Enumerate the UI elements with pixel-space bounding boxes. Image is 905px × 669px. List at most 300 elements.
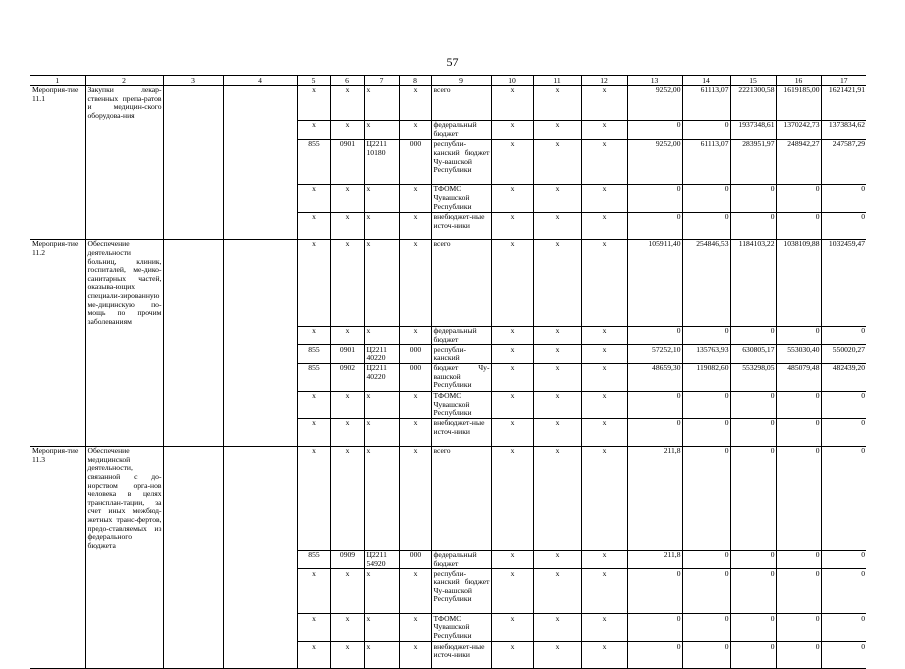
col11-cell: x	[533, 86, 581, 121]
col16-value-cell: 485079,48	[776, 363, 821, 391]
col12-cell: x	[581, 569, 627, 614]
kbk-gr-cell: x	[297, 569, 330, 614]
empty-cell	[223, 213, 297, 240]
table-row	[30, 391, 866, 418]
table-row	[30, 121, 866, 140]
col15-value-cell: 1184103,22	[730, 240, 776, 327]
kbk-csr-cell: x	[364, 240, 399, 327]
col12-cell: x	[581, 86, 627, 121]
kbk-csr-cell: x	[364, 391, 399, 418]
col10-cell: x	[491, 418, 533, 446]
col12-cell: x	[581, 418, 627, 446]
kbk-rz-cell: x	[330, 614, 364, 642]
kbk-csr-cell: Ц2211 54920	[364, 550, 399, 568]
col10-cell: x	[491, 326, 533, 344]
measure-spacer-cell	[85, 213, 163, 240]
kbk-vr-cell: x	[399, 213, 431, 240]
col16-value-cell: 0	[776, 569, 821, 614]
kbk-csr-cell: x	[364, 121, 399, 140]
col15-value-cell: 0	[730, 326, 776, 344]
col11-cell: x	[533, 121, 581, 140]
column-number: 11	[533, 76, 581, 86]
funding-source-cell: ТФОМС Чувашской Республики	[431, 185, 491, 213]
col16-value-cell: 0	[776, 642, 821, 669]
kbk-gr-cell: x	[297, 86, 330, 121]
kbk-vr-cell: 000	[399, 140, 431, 185]
kbk-gr-cell: 855	[297, 363, 330, 391]
measure-name-cell: Закупки лекар-ственных препа-ратов и медицин-ского оборудова-ния	[85, 86, 163, 121]
measure-spacer-cell	[30, 418, 85, 446]
kbk-rz-cell: 0901	[330, 140, 364, 185]
col12-cell: x	[581, 642, 627, 669]
col13-value-cell: 48659,30	[627, 363, 682, 391]
kbk-rz-cell: x	[330, 391, 364, 418]
col15-value-cell: 630805,17	[730, 345, 776, 363]
kbk-csr-cell: x	[364, 418, 399, 446]
col17-value-cell: 247587,29	[821, 140, 866, 185]
col16-value-cell: 0	[776, 550, 821, 568]
col12-cell: x	[581, 326, 627, 344]
column-number: 8	[399, 76, 431, 86]
measure-number-cell: Мероприя-тие 11.1	[32, 85, 79, 103]
kbk-gr-cell: x	[297, 240, 330, 327]
col11-cell: x	[533, 240, 581, 327]
measure-spacer-cell	[30, 642, 85, 669]
measure-spacer-cell	[30, 326, 85, 344]
measure-spacer-cell	[85, 642, 163, 669]
col17-value-cell: 1621421,91	[821, 86, 866, 121]
measure-spacer-cell	[30, 569, 85, 614]
col13-value-cell: 9252,00	[627, 86, 682, 121]
col10-cell: x	[491, 391, 533, 418]
empty-cell	[223, 86, 297, 121]
table-row	[30, 614, 866, 642]
col14-value-cell: 135763,93	[682, 345, 730, 363]
kbk-csr-cell: x	[364, 185, 399, 213]
funding-source-cell: республи-канский	[431, 345, 491, 363]
measure-spacer-cell	[85, 121, 163, 140]
kbk-csr-cell: x	[364, 213, 399, 240]
empty-cell	[163, 345, 223, 363]
col10-cell: x	[491, 121, 533, 140]
col12-cell: x	[581, 185, 627, 213]
col10-cell: x	[491, 363, 533, 391]
kbk-gr-cell: 855	[297, 140, 330, 185]
col15-value-cell: 0	[730, 569, 776, 614]
funding-source-cell: всего	[431, 86, 491, 121]
col16-value-cell: 0	[776, 446, 821, 550]
col16-value-cell: 1370242,73	[776, 121, 821, 140]
measure-name-cell: Обеспечение деятельности больниц, клиник, госпиталей, ме-дико-санитарных частей, оказыва-ющих специали-зированную ме-дицинскую по-мощь по прочим заболеваниям	[85, 240, 163, 327]
table-row	[30, 86, 866, 121]
empty-cell	[223, 391, 297, 418]
col17-value-cell: 0	[821, 642, 866, 669]
kbk-vr-cell: x	[399, 614, 431, 642]
col10-cell: x	[491, 185, 533, 213]
kbk-rz-cell: x	[330, 121, 364, 140]
col14-value-cell: 0	[682, 418, 730, 446]
col12-cell: x	[581, 550, 627, 568]
kbk-gr-cell: x	[297, 418, 330, 446]
funding-source-cell: внебюджет-ные источ-ники	[431, 418, 491, 446]
col10-cell: x	[491, 240, 533, 327]
measure-spacer-cell	[85, 418, 163, 446]
kbk-vr-cell: x	[399, 418, 431, 446]
table-row	[30, 140, 866, 185]
kbk-rz-cell: x	[330, 326, 364, 344]
column-number: 6	[330, 76, 364, 86]
measure-spacer-cell	[30, 391, 85, 418]
empty-cell	[223, 140, 297, 185]
col13-value-cell: 211,8	[627, 550, 682, 568]
kbk-gr-cell: x	[297, 326, 330, 344]
col13-value-cell: 0	[627, 391, 682, 418]
kbk-rz-cell: x	[330, 569, 364, 614]
col17-value-cell: 0	[821, 550, 866, 568]
col13-value-cell: 0	[627, 642, 682, 669]
col16-value-cell: 0	[776, 185, 821, 213]
col10-cell: x	[491, 550, 533, 568]
measure-spacer-cell	[85, 185, 163, 213]
empty-cell	[163, 569, 223, 614]
col16-value-cell: 553030,40	[776, 345, 821, 363]
kbk-csr-cell: x	[364, 569, 399, 614]
col15-value-cell: 0	[730, 185, 776, 213]
col11-cell: x	[533, 345, 581, 363]
col16-value-cell: 0	[776, 326, 821, 344]
measure-number-cell: Мероприя-тие 11.3	[32, 446, 79, 464]
col12-cell: x	[581, 240, 627, 327]
col10-cell: x	[491, 86, 533, 121]
kbk-rz-cell: x	[330, 642, 364, 669]
col11-cell: x	[533, 391, 581, 418]
measure-spacer-cell	[30, 213, 85, 240]
kbk-rz-cell: x	[330, 185, 364, 213]
col11-cell: x	[533, 326, 581, 344]
funding-source-cell: республи-канский бюджет Чу-вашской Республики	[431, 140, 491, 185]
col14-value-cell: 0	[682, 121, 730, 140]
col12-cell: x	[581, 614, 627, 642]
column-number: 17	[821, 76, 866, 86]
col15-value-cell: 0	[730, 550, 776, 568]
table-row	[30, 185, 866, 213]
kbk-csr-cell: x	[364, 326, 399, 344]
col17-value-cell: 0	[821, 213, 866, 240]
col16-value-cell: 248942,27	[776, 140, 821, 185]
col14-value-cell: 0	[682, 614, 730, 642]
kbk-vr-cell: 000	[399, 550, 431, 568]
empty-cell	[223, 550, 297, 568]
column-number: 1	[30, 76, 85, 86]
empty-cell	[163, 326, 223, 344]
table-row	[30, 418, 866, 446]
col13-value-cell: 0	[627, 569, 682, 614]
empty-cell	[163, 185, 223, 213]
kbk-vr-cell: x	[399, 86, 431, 121]
measure-spacer-cell	[85, 140, 163, 185]
column-number: 10	[491, 76, 533, 86]
measure-spacer-cell	[30, 121, 85, 140]
table-body	[30, 76, 866, 669]
empty-cell	[223, 569, 297, 614]
col17-value-cell: 0	[821, 391, 866, 418]
empty-cell	[163, 240, 223, 327]
kbk-csr-cell: Ц2211 40220	[364, 363, 399, 391]
page-number: 57	[446, 55, 459, 69]
col10-cell: x	[491, 140, 533, 185]
column-number-row	[30, 76, 866, 86]
col12-cell: x	[581, 213, 627, 240]
kbk-vr-cell: x	[399, 642, 431, 669]
col11-cell: x	[533, 140, 581, 185]
kbk-csr-cell: x	[364, 614, 399, 642]
col14-value-cell: 0	[682, 569, 730, 614]
col12-cell: x	[581, 391, 627, 418]
col17-value-cell: 0	[821, 418, 866, 446]
funding-source-cell: федеральный бюджет	[431, 121, 491, 140]
col14-value-cell: 61113,07	[682, 140, 730, 185]
col10-cell: x	[491, 569, 533, 614]
kbk-rz-cell: x	[330, 86, 364, 121]
col16-value-cell: 0	[776, 614, 821, 642]
kbk-rz-cell: 0901	[330, 345, 364, 363]
kbk-gr-cell: 855	[297, 550, 330, 568]
kbk-rz-cell: x	[330, 446, 364, 550]
measure-spacer-cell	[30, 345, 85, 363]
column-number: 3	[163, 76, 223, 86]
column-number: 4	[223, 76, 297, 86]
kbk-rz-cell: 0902	[330, 363, 364, 391]
col10-cell: x	[491, 446, 533, 550]
kbk-gr-cell: x	[297, 446, 330, 550]
col15-value-cell: 0	[730, 418, 776, 446]
empty-cell	[223, 240, 297, 327]
col10-cell: x	[491, 614, 533, 642]
kbk-gr-cell: x	[297, 642, 330, 669]
empty-cell	[163, 446, 223, 550]
col14-value-cell: 0	[682, 185, 730, 213]
col15-value-cell: 0	[730, 391, 776, 418]
col12-cell: x	[581, 345, 627, 363]
col11-cell: x	[533, 550, 581, 568]
col12-cell: x	[581, 363, 627, 391]
col17-value-cell: 550020,27	[821, 345, 866, 363]
col15-value-cell: 1937348,61	[730, 121, 776, 140]
empty-cell	[163, 121, 223, 140]
col15-value-cell: 2221300,58	[730, 86, 776, 121]
empty-cell	[163, 418, 223, 446]
col16-value-cell: 0	[776, 391, 821, 418]
funding-source-cell: федеральный бюджет	[431, 326, 491, 344]
col13-value-cell: 0	[627, 418, 682, 446]
measure-spacer-cell	[85, 614, 163, 642]
column-number: 9	[431, 76, 491, 86]
empty-cell	[163, 550, 223, 568]
table-row	[30, 569, 866, 614]
col16-value-cell: 0	[776, 213, 821, 240]
funding-source-cell: республи-канский бюджет Чу-вашской Республики	[431, 569, 491, 614]
col11-cell: x	[533, 418, 581, 446]
kbk-csr-cell: Ц2211 10180	[364, 140, 399, 185]
measure-spacer-cell	[85, 326, 163, 344]
empty-cell	[223, 642, 297, 669]
empty-cell	[223, 185, 297, 213]
measure-spacer-cell	[85, 363, 163, 391]
empty-cell	[223, 121, 297, 140]
measure-spacer-cell	[30, 140, 85, 185]
col17-value-cell: 1373834,62	[821, 121, 866, 140]
col11-cell: x	[533, 185, 581, 213]
measure-number-cell: Мероприя-тие 11.2	[32, 239, 79, 258]
empty-cell	[223, 363, 297, 391]
col10-cell: x	[491, 345, 533, 363]
col14-value-cell: 0	[682, 326, 730, 344]
col10-cell: x	[491, 642, 533, 669]
table-row	[30, 446, 866, 550]
table-row	[30, 240, 866, 327]
kbk-vr-cell: x	[399, 240, 431, 327]
funding-source-cell: всего	[431, 446, 491, 550]
column-number: 16	[776, 76, 821, 86]
col16-value-cell: 1038109,88	[776, 240, 821, 327]
measure-spacer-cell	[85, 345, 163, 363]
col14-value-cell: 0	[682, 213, 730, 240]
col14-value-cell: 0	[682, 550, 730, 568]
kbk-csr-cell: x	[364, 86, 399, 121]
col14-value-cell: 61113,07	[682, 86, 730, 121]
table-row	[30, 326, 866, 344]
empty-cell	[163, 140, 223, 185]
col13-value-cell: 0	[627, 213, 682, 240]
column-number: 7	[364, 76, 399, 86]
funding-source-cell: федеральный бюджет	[431, 550, 491, 568]
col13-value-cell: 211,8	[627, 446, 682, 550]
col11-cell: x	[533, 446, 581, 550]
col11-cell: x	[533, 642, 581, 669]
kbk-rz-cell: 0909	[330, 550, 364, 568]
col11-cell: x	[533, 213, 581, 240]
col13-value-cell: 57252,10	[627, 345, 682, 363]
kbk-vr-cell: x	[399, 391, 431, 418]
col14-value-cell: 0	[682, 391, 730, 418]
col13-value-cell: 0	[627, 326, 682, 344]
empty-cell	[163, 363, 223, 391]
empty-cell	[223, 418, 297, 446]
kbk-vr-cell: x	[399, 185, 431, 213]
col14-value-cell: 0	[682, 446, 730, 550]
col13-value-cell: 0	[627, 185, 682, 213]
column-number: 2	[85, 76, 163, 86]
col11-cell: x	[533, 614, 581, 642]
col17-value-cell: 0	[821, 446, 866, 550]
col12-cell: x	[581, 121, 627, 140]
measure-spacer-cell	[30, 550, 85, 568]
col17-value-cell: 0	[821, 614, 866, 642]
col17-value-cell: 0	[821, 569, 866, 614]
empty-cell	[223, 446, 297, 550]
kbk-csr-cell: x	[364, 446, 399, 550]
budget-table	[30, 75, 866, 669]
kbk-vr-cell: 000	[399, 363, 431, 391]
kbk-rz-cell: x	[330, 240, 364, 327]
kbk-vr-cell: x	[399, 121, 431, 140]
funding-source-cell: ТФОМС Чувашской Республики	[431, 614, 491, 642]
col14-value-cell: 254846,53	[682, 240, 730, 327]
col17-value-cell: 482439,20	[821, 363, 866, 391]
empty-cell	[223, 326, 297, 344]
col15-value-cell: 0	[730, 446, 776, 550]
funding-source-cell: ТФОМС Чувашской Республики	[431, 391, 491, 418]
col11-cell: x	[533, 363, 581, 391]
col17-value-cell: 0	[821, 326, 866, 344]
kbk-vr-cell: x	[399, 326, 431, 344]
kbk-gr-cell: x	[297, 391, 330, 418]
kbk-vr-cell: 000	[399, 345, 431, 363]
funding-source-cell: внебюджет-ные источ-ники	[431, 642, 491, 669]
funding-source-cell: бюджет Чу-вашской Республики	[431, 363, 491, 391]
col13-value-cell: 0	[627, 614, 682, 642]
col15-value-cell: 0	[730, 213, 776, 240]
kbk-gr-cell: x	[297, 185, 330, 213]
col14-value-cell: 119082,60	[682, 363, 730, 391]
funding-source-cell: всего	[431, 240, 491, 327]
column-number: 5	[297, 76, 330, 86]
col14-value-cell: 0	[682, 642, 730, 669]
kbk-rz-cell: x	[330, 418, 364, 446]
col12-cell: x	[581, 446, 627, 550]
col13-value-cell: 105911,40	[627, 240, 682, 327]
kbk-gr-cell: x	[297, 614, 330, 642]
table-row	[30, 550, 866, 568]
empty-cell	[223, 345, 297, 363]
col10-cell: x	[491, 213, 533, 240]
column-number: 14	[682, 76, 730, 86]
col16-value-cell: 1619185,00	[776, 86, 821, 121]
measure-spacer-cell	[85, 569, 163, 614]
kbk-csr-cell: x	[364, 642, 399, 669]
empty-cell	[163, 391, 223, 418]
empty-cell	[163, 642, 223, 669]
measure-spacer-cell	[30, 363, 85, 391]
kbk-rz-cell: x	[330, 213, 364, 240]
kbk-gr-cell: x	[297, 213, 330, 240]
column-number: 15	[730, 76, 776, 86]
column-number: 12	[581, 76, 627, 86]
col11-cell: x	[533, 569, 581, 614]
col12-cell: x	[581, 140, 627, 185]
table-row	[30, 345, 866, 363]
empty-cell	[163, 614, 223, 642]
col15-value-cell: 0	[730, 614, 776, 642]
empty-cell	[223, 614, 297, 642]
col13-value-cell: 0	[627, 121, 682, 140]
col17-value-cell: 0	[821, 185, 866, 213]
table-row	[30, 363, 866, 391]
kbk-vr-cell: x	[399, 446, 431, 550]
table-row	[30, 213, 866, 240]
col15-value-cell: 0	[730, 642, 776, 669]
column-number: 13	[627, 76, 682, 86]
kbk-vr-cell: x	[399, 569, 431, 614]
col16-value-cell: 0	[776, 418, 821, 446]
kbk-gr-cell: x	[297, 121, 330, 140]
empty-cell	[163, 86, 223, 121]
col17-value-cell: 1032459,47	[821, 240, 866, 327]
kbk-gr-cell: 855	[297, 345, 330, 363]
funding-source-cell: внебюджет-ные источ-ники	[431, 213, 491, 240]
col15-value-cell: 283951,97	[730, 140, 776, 185]
kbk-csr-cell: Ц2211 40220	[364, 345, 399, 363]
